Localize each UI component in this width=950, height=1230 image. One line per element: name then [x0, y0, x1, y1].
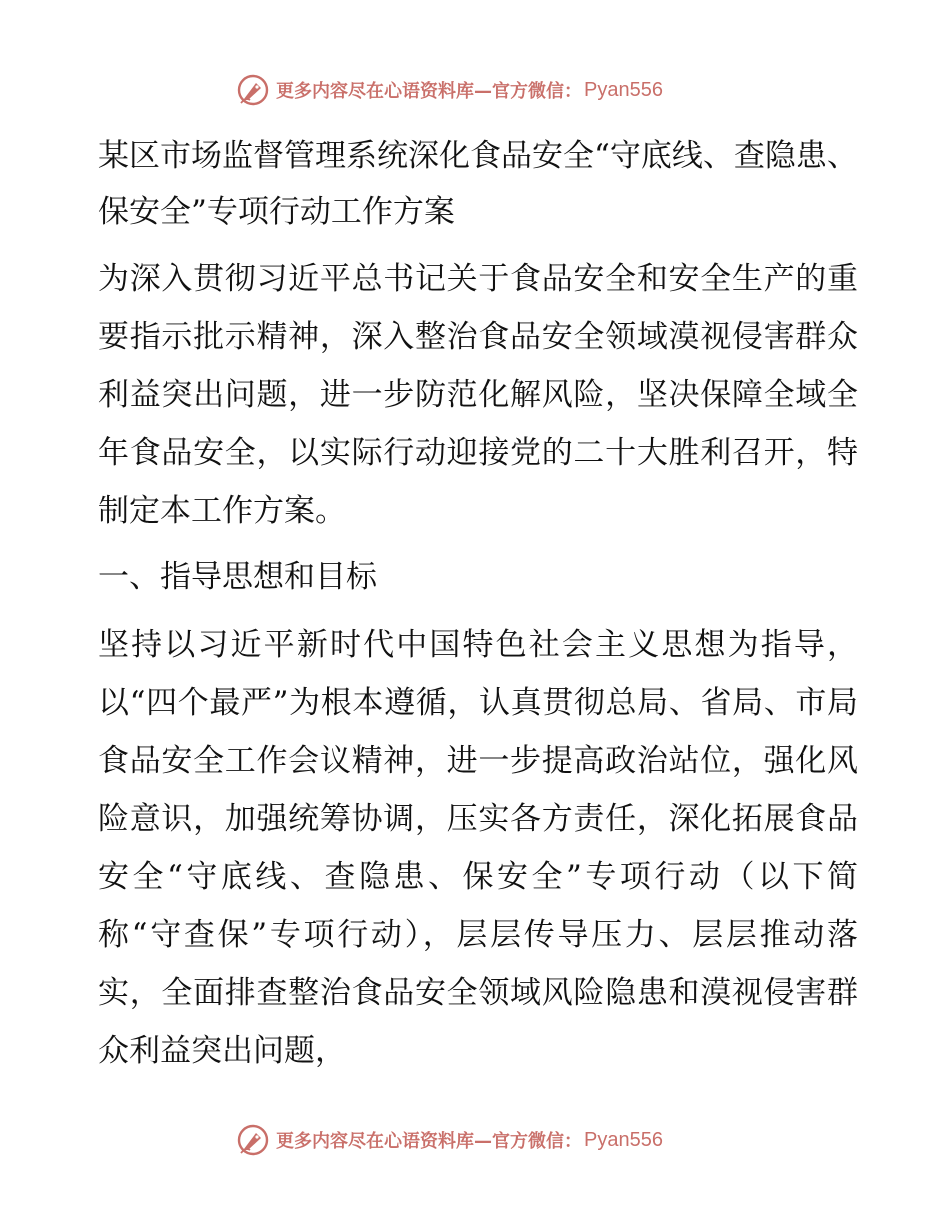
header-watermark-banner — [236, 72, 663, 108]
footer-watermark-banner — [236, 1122, 663, 1158]
document-title: 某区市场监督管理系统深化食品安全“守底线、查隐患、保安全”专项行动工作方案 — [98, 138, 858, 230]
watermark-wechat-id: Pyan556 — [584, 1128, 663, 1151]
intro-paragraph: 为深入贯彻习近平总书记关于食品安全和安全生产的重要指示批示精神，深入整治食品安全领域漠视侵害群众利益突出问题，进一步防范化解风险，坚决保障全域全年食品安全，以实际行动迎接党的二十大胜利召开，特制定本工作方案。 — [98, 261, 858, 529]
document-body — [98, 128, 858, 1080]
pen-nib-logo-icon — [236, 73, 270, 107]
section-heading-1: 一、指导思想和目标 — [98, 559, 377, 595]
pen-nib-logo-icon — [236, 1123, 270, 1157]
section-1-paragraph: 坚持以习近平新时代中国特色社会主义思想为指导，以“四个最严”为根本遵循，认真贯彻总局、省局、市局食品安全工作会议精神，进一步提高政治站位，强化风险意识，加强统筹协调，压实各方责任，深化拓展食品安全“守底线、查隐患、保安全”专项行动（以下简称“守查保”专项行动），层层传导压力、层层推动落实，全面排查整治食品安全领域风险隐患和漠视侵害群众利益突出问题， — [98, 627, 858, 1069]
watermark-wechat-id: Pyan556 — [584, 78, 663, 101]
watermark-text: 更多内容尽在心语资料库—官方微信： — [276, 1131, 582, 1152]
watermark-text: 更多内容尽在心语资料库—官方微信： — [276, 81, 582, 102]
